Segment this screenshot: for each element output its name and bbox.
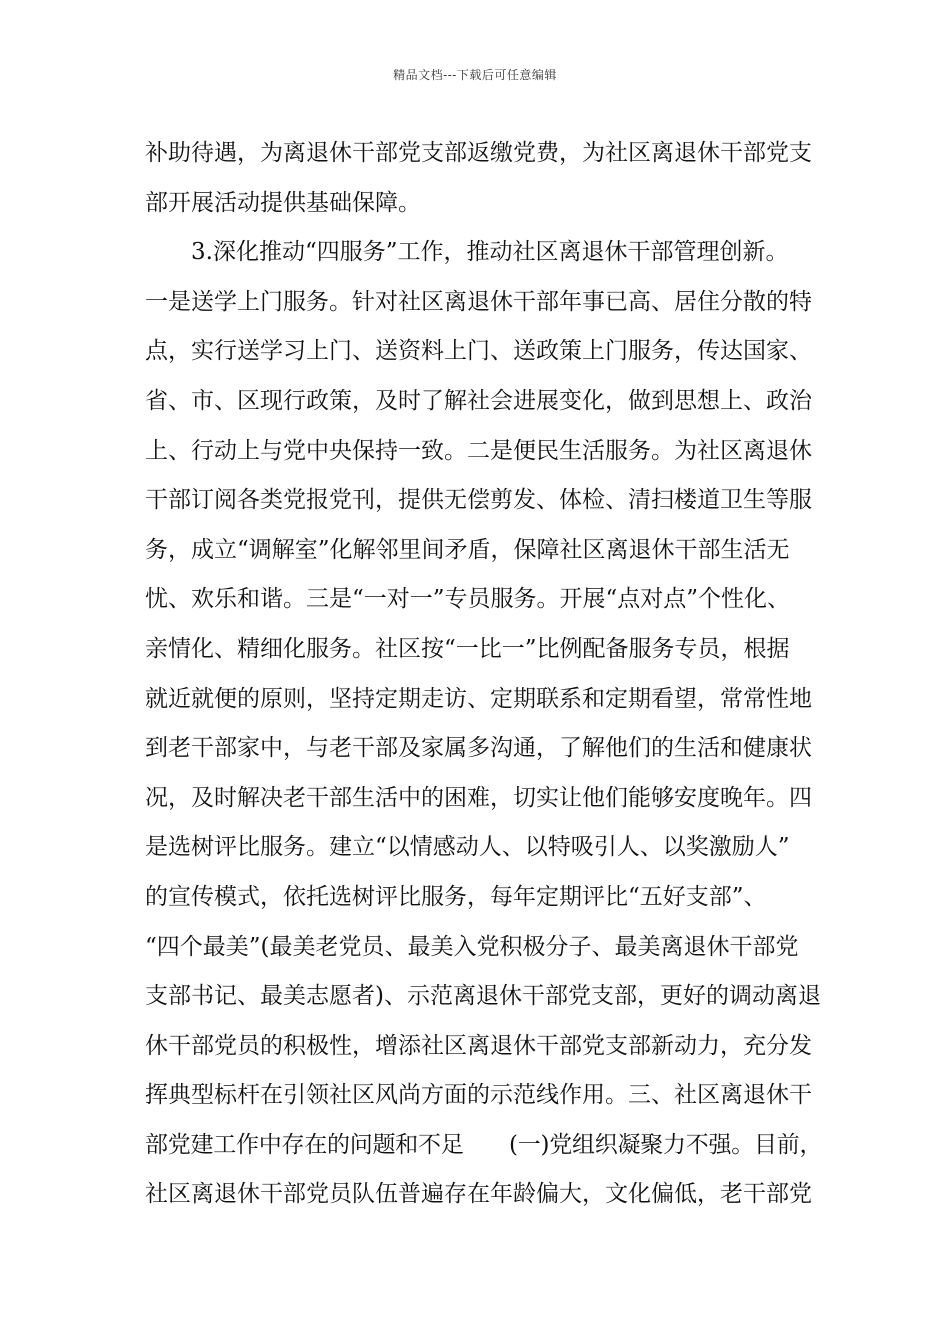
- text-line: 支部书记、最美志愿者)、示范离退休干部党支部，更好的调动离退: [145, 983, 821, 1010]
- text-line: 一是送学上门服务。针对社区离退休干部年事已高、居住分散的特: [145, 288, 812, 315]
- text-line: 点，实行送学习上门、送资料上门、送政策上门服务，传达国家、: [145, 338, 812, 365]
- text-line: 到老干部家中，与老干部及家属多沟通，了解他们的生活和健康状: [145, 735, 812, 762]
- text-line: 况，及时解决老干部生活中的困难，切实让他们能够安度晚年。四: [145, 784, 812, 811]
- document-body: [145, 129, 825, 1220]
- page-header: 精品文档---下载后可任意编辑: [393, 68, 557, 82]
- text-line: 补助待遇，为离退休干部党支部返缴党费，为社区离退休干部党支: [145, 140, 812, 166]
- text-line: 就近就便的原则，坚持定期走访、定期联系和定期看望，常常性地: [145, 685, 812, 712]
- text-line: 是选树评比服务。建立“以情感动人、以特吸引人、以奖激励人”: [145, 834, 790, 861]
- text-line: 干部订阅各类党报党刊，提供无偿剪发、体检、清扫楼道卫生等服: [145, 487, 812, 514]
- text-line: 忧、欢乐和谐。三是“一对一”专员服务。开展“点对点”个性化、: [145, 586, 791, 613]
- text-line: 社区离退休干部党员队伍普遍存在年龄偏大，文化偏低，老干部党: [145, 1181, 812, 1208]
- text-line: 亲情化、精细化服务。社区按“一比一”比例配备服务专员，根据: [145, 635, 790, 662]
- text-line: 休干部党员的积极性，增添社区离退休干部党支部新动力，充分发: [145, 1032, 812, 1059]
- text-line: 部党建工作中存在的问题和不足 (一)党组织凝聚力不强。目前，: [145, 1131, 823, 1158]
- text-line: 上、行动上与党中央保持一致。二是便民生活服务。为社区离退休: [145, 437, 812, 464]
- text-line: 省、市、区现行政策，及时了解社会进展变化，做到思想上、政治: [145, 387, 812, 414]
- text-line: 部开展活动提供基础保障。: [145, 189, 421, 216]
- paragraph-start-line: 3.深化推动“四服务”工作，推动社区离退休干部管理创新。: [191, 239, 789, 266]
- text-line: 务，成立“调解室”化解邻里间矛盾，保障社区离退休干部生活无: [145, 536, 790, 563]
- text-line: 的宣传模式，依托选树评比服务，每年定期评比“五好支部”、: [145, 883, 767, 910]
- text-line: 挥典型标杆在引领社区风尚方面的示范线作用。三、社区离退休干: [145, 1082, 812, 1109]
- text-line: “四个最美”(最美老党员、最美入党积极分子、最美离退休干部党: [145, 933, 799, 960]
